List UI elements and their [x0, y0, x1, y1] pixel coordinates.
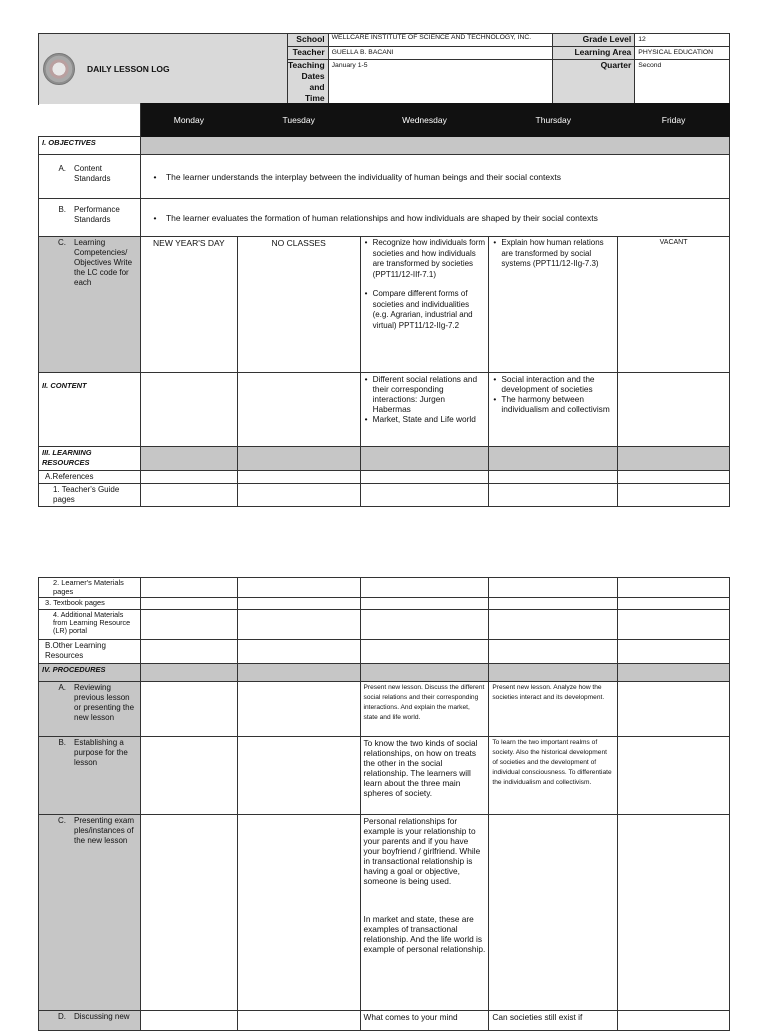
empty-cell [489, 609, 618, 639]
content-monday [140, 373, 237, 447]
grade-level-label: Grade Level [552, 34, 635, 47]
thursday-competency-1: • Explain how human relations are transformed by social systems (PPT11/12-IIg-7.3) [501, 238, 614, 270]
empty-cell [489, 484, 618, 507]
grey-cell [618, 663, 730, 681]
header-table [38, 33, 730, 105]
learners-materials-row [39, 578, 730, 598]
content-wednesday-2: • Market, State and Life world [373, 414, 486, 424]
learners-materials-label: 2. Learner's Materials pages [39, 578, 141, 598]
tuesday-competency: NO CLASSES [237, 237, 360, 373]
performance-standards-row [39, 199, 730, 237]
dates-value: January 1-5 [328, 60, 552, 105]
empty-cell [237, 681, 360, 736]
additional-materials-row [39, 609, 730, 639]
empty-cell [237, 484, 360, 507]
empty-cell [360, 639, 489, 663]
content-wednesday [360, 373, 489, 447]
content-standards-label-cell [39, 155, 141, 199]
grey-cell [360, 663, 489, 681]
grey-cell [140, 663, 237, 681]
monday-competency: NEW YEAR'S DAY [140, 237, 237, 373]
references-label: A.References [39, 471, 141, 484]
empty-cell [140, 814, 237, 1010]
textbook-row [39, 598, 730, 610]
letter-b: B. [58, 205, 66, 214]
teacher-label: Teacher [287, 47, 328, 60]
grey-cell [489, 663, 618, 681]
empty-cell [360, 484, 489, 507]
procedure-c-label-cell [39, 814, 141, 1010]
competencies-label-cell [39, 237, 141, 373]
letter-d: D. [58, 1011, 66, 1021]
day-wednesday: Wednesday [360, 104, 489, 137]
procedure-c-wednesday-1: Personal relationships for example is your relationship to your parents and if you have your boyfriend / girlfriend. While in transactional relationship is having a goal or objective, someone is being used. [363, 815, 481, 886]
teachers-guide-row [39, 484, 730, 507]
objectives-section-row [39, 137, 730, 155]
procedure-a-label-cell [39, 681, 141, 736]
content-thursday [489, 373, 618, 447]
empty-cell [140, 609, 237, 639]
letter-b: B. [58, 737, 66, 747]
procedure-b-label-cell [39, 736, 141, 814]
procedure-b-thursday: To learn the two important realms of society. Also the historical development of societies and the development of individual consciousness. To differentiate the individualism and collectivism. [489, 736, 618, 814]
empty-cell [489, 814, 618, 1010]
wednesday-competency [360, 237, 489, 373]
letter-c: C. [58, 815, 66, 825]
header-title-cell [39, 34, 288, 105]
procedure-a-thursday: Present new lesson. Analyze how the societies interact and its development. [489, 681, 618, 736]
grey-band [140, 137, 729, 155]
thursday-competency [489, 237, 618, 373]
procedure-d-label: Discussing new [74, 1011, 130, 1021]
corner-cell [39, 104, 141, 137]
empty-cell [618, 681, 730, 736]
textbook-label: 3. Textbook pages [39, 598, 141, 610]
school-value: WELLCARE INSTITUTE OF SCIENCE AND TECHNOLOGY, INC. [328, 34, 552, 47]
learning-area-label: Learning Area [552, 47, 635, 60]
procedure-b-label: Establishing a purpose for the lesson [74, 737, 128, 767]
empty-cell [140, 1010, 237, 1030]
section-objectives: I. OBJECTIVES [39, 137, 141, 155]
additional-materials-label: 4. Additional Materials from Learning Resource (LR) portal [39, 609, 141, 639]
procedure-a-label: Reviewing previous lesson or presenting the new lesson [74, 682, 135, 722]
procedure-c-wednesday [360, 814, 489, 1010]
friday-competency: VACANT [618, 237, 730, 373]
section-content: II. CONTENT [39, 373, 141, 447]
content-wednesday-1: • Different social relations and their corresponding interactions: Jurgen Habermas [373, 374, 486, 414]
empty-cell [237, 471, 360, 484]
section-procedures: IV. PROCEDURES [39, 663, 141, 681]
other-resources-label: B.Other Learning Resources [39, 639, 141, 663]
empty-cell [237, 736, 360, 814]
references-row [39, 471, 730, 484]
resources-section-row [39, 447, 730, 471]
procedures-section-row [39, 663, 730, 681]
competencies-row [39, 237, 730, 373]
empty-cell [237, 639, 360, 663]
procedure-b-wednesday: To know the two kinds of social relationships, on how on treats the other in the social relationship. The learners will learn about the three main spheres of society. [360, 736, 489, 814]
content-row [39, 373, 730, 447]
quarter-label: Quarter [552, 60, 635, 105]
empty-cell [618, 484, 730, 507]
empty-cell [360, 609, 489, 639]
empty-cell [489, 598, 618, 610]
wednesday-competency-1: • Recognize how individuals form societies and how individuals are transformed by societies (PPT11/12-IIf-7.1) [373, 238, 486, 280]
empty-cell [237, 598, 360, 610]
empty-cell [360, 598, 489, 610]
empty-cell [618, 639, 730, 663]
empty-cell [140, 639, 237, 663]
empty-cell [489, 639, 618, 663]
content-standards-cell: • The learner understands the interplay between the individuality of human beings and their social contexts [140, 155, 729, 199]
empty-cell [618, 578, 730, 598]
deped-seal-icon [43, 53, 75, 85]
empty-cell [140, 736, 237, 814]
performance-standards-text: The learner evaluates the formation of human relationships and how individuals are shaped by their social contexts [165, 212, 598, 223]
grey-cell [140, 447, 237, 471]
learning-area-value: PHYSICAL EDUCATION [635, 47, 730, 60]
empty-cell [618, 609, 730, 639]
quarter-value: Second [635, 60, 730, 105]
procedure-b-row [39, 736, 730, 814]
day-header-row [39, 104, 730, 137]
grey-cell [489, 447, 618, 471]
content-standards-text: The learner understands the interplay between the individuality of human beings and their social contexts [165, 171, 561, 182]
empty-cell [140, 681, 237, 736]
teachers-guide-label: 1. Teacher's Guide pages [39, 484, 141, 507]
other-resources-row [39, 639, 730, 663]
empty-cell [489, 578, 618, 598]
performance-standards-label-cell [39, 199, 141, 237]
empty-cell [618, 814, 730, 1010]
empty-cell [237, 578, 360, 598]
empty-cell [618, 736, 730, 814]
grade-level-value: 12 [635, 34, 730, 47]
day-friday: Friday [618, 104, 730, 137]
performance-standards-cell: • The learner evaluates the formation of human relationships and how individuals are shaped by their social contexts [140, 199, 729, 237]
empty-cell [360, 471, 489, 484]
procedure-c-row [39, 814, 730, 1010]
day-thursday: Thursday [489, 104, 618, 137]
grey-cell [360, 447, 489, 471]
empty-cell [237, 609, 360, 639]
empty-cell [618, 1010, 730, 1030]
competencies-label: Learning Competencies/ Objectives Write the LC code for each [74, 238, 133, 287]
procedure-d-wednesday: What comes to your mind [360, 1010, 489, 1030]
content-thursday-1: • Social interaction and the development of societies [501, 374, 614, 394]
performance-standards-label: Performance Standards [74, 205, 120, 224]
letter-a: A. [58, 164, 66, 173]
letter-a: A. [58, 682, 66, 692]
content-standards-row [39, 155, 730, 199]
dates-label: Teaching Dates and Time [287, 60, 328, 105]
teacher-value: GUELLA B. BACANI [328, 47, 552, 60]
section-resources: III. LEARNING RESOURCES [39, 447, 141, 471]
empty-cell [140, 484, 237, 507]
empty-cell [237, 814, 360, 1010]
grey-cell [237, 663, 360, 681]
school-label: School [287, 34, 328, 47]
empty-cell [618, 598, 730, 610]
procedure-d-row [39, 1010, 730, 1030]
grey-cell [618, 447, 730, 471]
procedure-d-thursday: Can societies still exist if [489, 1010, 618, 1030]
day-tuesday: Tuesday [237, 104, 360, 137]
procedure-c-label: Presenting examples/instances of the new lesson [74, 815, 135, 845]
grey-cell [237, 447, 360, 471]
procedure-a-wednesday: Present new lesson. Discuss the different social relations and their corresponding interactions. And explain the market, state and life world. [360, 681, 489, 736]
empty-cell [140, 598, 237, 610]
lesson-table-page-1 [38, 103, 730, 507]
empty-cell [489, 471, 618, 484]
content-standards-label: Content Standards [74, 164, 111, 183]
page-title: DAILY LESSON LOG [87, 63, 170, 74]
content-thursday-2: • The harmony between individualism and collectivism [501, 394, 614, 414]
content-friday [618, 373, 730, 447]
procedure-d-label-cell [39, 1010, 141, 1030]
empty-cell [237, 1010, 360, 1030]
empty-cell [140, 578, 237, 598]
lesson-table-page-2 [38, 577, 730, 1031]
procedure-c-wednesday-2: In market and state, these are examples of transactional relationship. And the life world is example of personal relationship. [363, 913, 486, 954]
content-tuesday [237, 373, 360, 447]
procedure-a-row [39, 681, 730, 736]
empty-cell [360, 578, 489, 598]
empty-cell [140, 471, 237, 484]
day-monday: Monday [140, 104, 237, 137]
empty-cell [618, 471, 730, 484]
letter-c: C. [58, 238, 66, 247]
wednesday-competency-2: • Compare different forms of societies and individualities (e.g. Agrarian, industrial and virtual) PPT11/12-IIg-7.2 [373, 289, 486, 331]
